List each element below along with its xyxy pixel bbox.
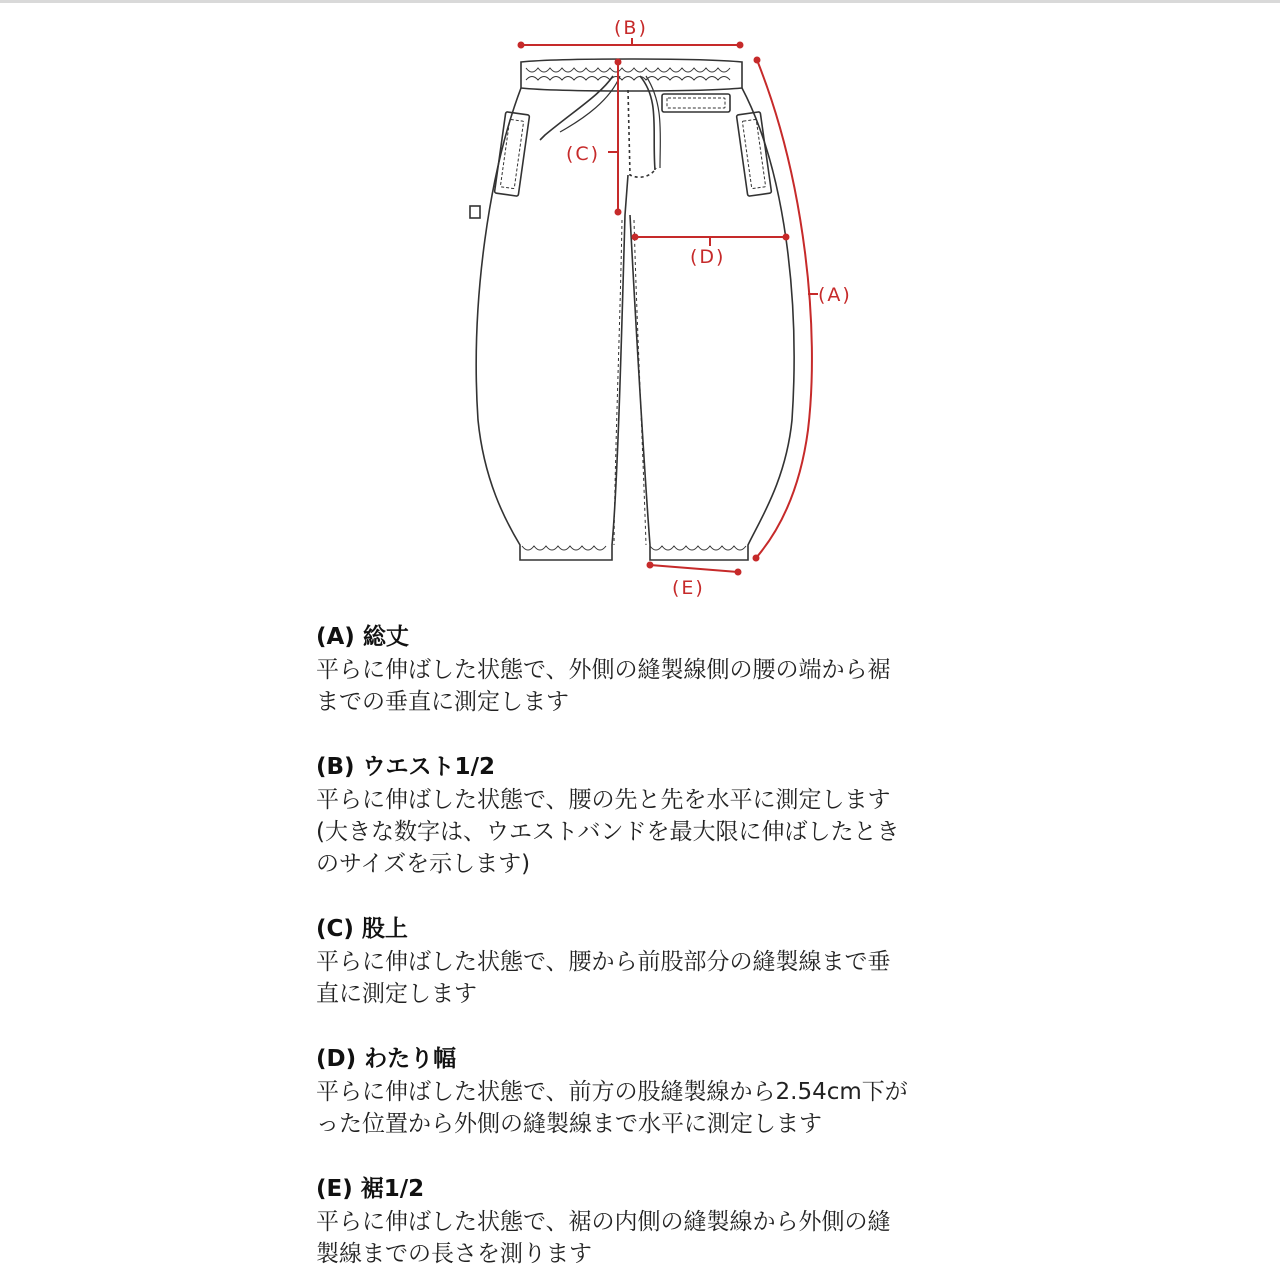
drawstring-left: [540, 76, 613, 140]
label-c: (C): [566, 143, 601, 165]
label-d: (D): [690, 246, 726, 268]
measurement-title: (A) 総丈: [316, 624, 409, 650]
side-pocket-left: [494, 112, 529, 197]
measurement-c: [316, 914, 976, 1010]
pants-illustration: [470, 59, 794, 560]
back-pocket: [662, 94, 730, 112]
label-e: (E): [672, 577, 705, 599]
measurement-description: 平らに伸ばした状態で、腰から前股部分の縫製線まで垂 直に測定します: [316, 949, 891, 1007]
measurement-description: 平らに伸ばした状態で、前方の股縫製線から2.54cm下が った位置から外側の縫製線まで水平に測定します: [316, 1079, 908, 1137]
measurement-d: [316, 1044, 976, 1140]
measurement-title: (B) ウエスト1/2: [316, 754, 495, 780]
pants-measurement-diagram: [0, 0, 1280, 620]
measurement-description: 平らに伸ばした状態で、腰の先と先を水平に測定します (大きな数字は、ウエストバンドを最大限に伸ばしたとき のサイズを示します): [316, 787, 900, 877]
measurement-e: [316, 1174, 976, 1270]
label-a: (A): [818, 284, 852, 306]
measurement-a: [316, 622, 976, 718]
label-b: (B): [614, 17, 648, 39]
measurement-b: [316, 752, 976, 880]
measurement-title: (D) わたり幅: [316, 1046, 457, 1072]
measurement-description: 平らに伸ばした状態で、外側の縫製線側の腰の端から裾 までの垂直に測定します: [316, 657, 891, 715]
measurement-title: (C) 股上: [316, 916, 408, 942]
waistband: [521, 59, 742, 91]
side-pocket-right: [736, 112, 771, 197]
measurement-description: 平らに伸ばした状態で、裾の内側の縫製線から外側の縫 製線までの長さを測ります: [316, 1209, 891, 1267]
side-tag: [470, 206, 480, 218]
measurement-title: (E) 裾1/2: [316, 1176, 425, 1202]
